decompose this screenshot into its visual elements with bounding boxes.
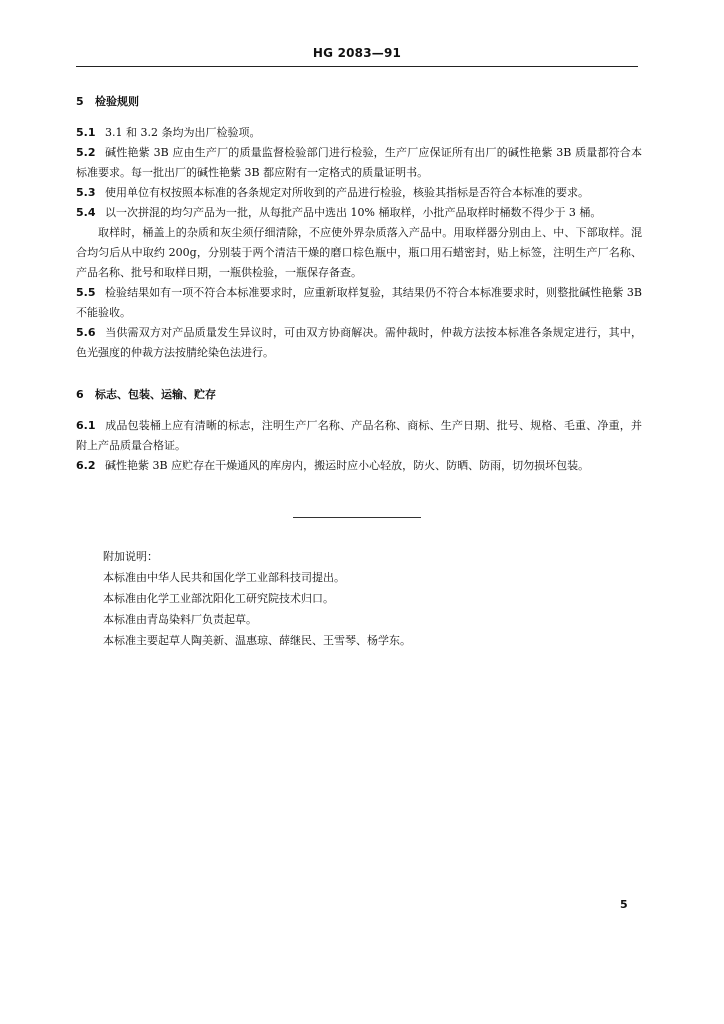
clause-text: 检验结果如有一项不符合本标准要求时，应重新取样复验，其结果仍不符合本标准要求时，则整批碱性艳紫 3B 不能验收。 — [76, 286, 642, 319]
page-number: 5 — [620, 898, 628, 911]
notes-line: 本标准由中华人民共和国化学工业部科技司提出。 — [103, 571, 345, 584]
clause-number: 6.1 — [76, 419, 96, 432]
clause-text: 以一次拼混的均匀产品为一批，从每批产品中选出 10% 桶取样，小批产品取样时桶数不得少于 3 桶。 — [105, 206, 602, 219]
clause-text: 成品包装桶上应有清晰的标志，注明生产厂名称、产品名称、商标、生产日期、批号、规格、毛重、净重，并附上产品质量合格证。 — [76, 419, 642, 452]
clause-paragraph — [76, 203, 642, 223]
clause-paragraph — [76, 183, 642, 203]
clause-number: 5.2 — [76, 146, 96, 159]
sampling-paragraph: 取样时，桶盖上的杂质和灰尘须仔细清除，不应使外界杂质落入产品中。用取样器分别由上、中、下部取样。混合均匀后从中取约 200g，分别装于两个清洁干燥的磨口棕色瓶中，瓶口用石蜡密封，贴上标签，注明生产厂名称、产品名称、批号和取样日期，一瓶供检验，一瓶保存备查。 — [76, 226, 642, 279]
page-header — [76, 44, 638, 67]
section-title: 标志、包装、运输、贮存 — [95, 388, 216, 401]
clause-number: 5.6 — [76, 326, 96, 339]
section-number: 5 — [76, 95, 84, 108]
section-heading — [76, 385, 642, 405]
notes-title: 附加说明： — [103, 550, 158, 563]
section-title: 检验规则 — [95, 95, 139, 108]
clause-number: 5.4 — [76, 206, 96, 219]
clause-paragraph — [76, 123, 642, 143]
clause-text: 碱性艳紫 3B 应由生产厂的质量监督检验部门进行检验，生产厂应保证所有出厂的碱性艳紫 3B 质量都符合本标准要求。每一批出厂的碱性艳紫 3B 都应附有一定格式的质量证明书。 — [76, 146, 642, 179]
clause-number: 5.1 — [76, 126, 96, 139]
clause-text: 碱性艳紫 3B 应贮存在干燥通风的库房内，搬运时应小心轻放，防火、防晒、防雨，切勿损坏包装。 — [105, 459, 590, 472]
clause-paragraph — [76, 283, 642, 323]
clause-paragraph — [76, 416, 642, 456]
clause-paragraph — [76, 143, 642, 183]
clause-number: 5.3 — [76, 186, 96, 199]
notes-line: 本标准由化学工业部沈阳化工研究院技术归口。 — [103, 592, 334, 605]
clause-paragraph — [76, 323, 642, 363]
clause-text: 当供需双方对产品质量发生异议时，可由双方协商解决。需仲裁时，仲裁方法按本标准各条规定进行，其中，色光强度的仲裁方法按腈纶染色法进行。 — [76, 326, 642, 359]
clause-number: 6.2 — [76, 459, 96, 472]
document-body — [76, 92, 642, 476]
section-divider — [293, 517, 421, 518]
document-code: HG 2083—91 — [312, 46, 402, 60]
section-gap — [76, 363, 642, 385]
section-number: 6 — [76, 388, 84, 401]
notes-line: 本标准由青岛染料厂负责起草。 — [103, 613, 257, 626]
section-heading — [76, 92, 642, 112]
clause-text: 使用单位有权按照本标准的各条规定对所收到的产品进行检验，核验其指标是否符合本标准的要求。 — [105, 186, 589, 199]
clause-number: 5.5 — [76, 286, 96, 299]
notes-line: 本标准主要起草人陶美新、温惠琼、薛继民、王雪琴、杨学东。 — [103, 634, 411, 647]
clause-paragraph — [76, 456, 642, 476]
additional-notes — [103, 546, 623, 651]
clause-text: 3.1 和 3.2 条均为出厂检验项。 — [105, 126, 261, 139]
